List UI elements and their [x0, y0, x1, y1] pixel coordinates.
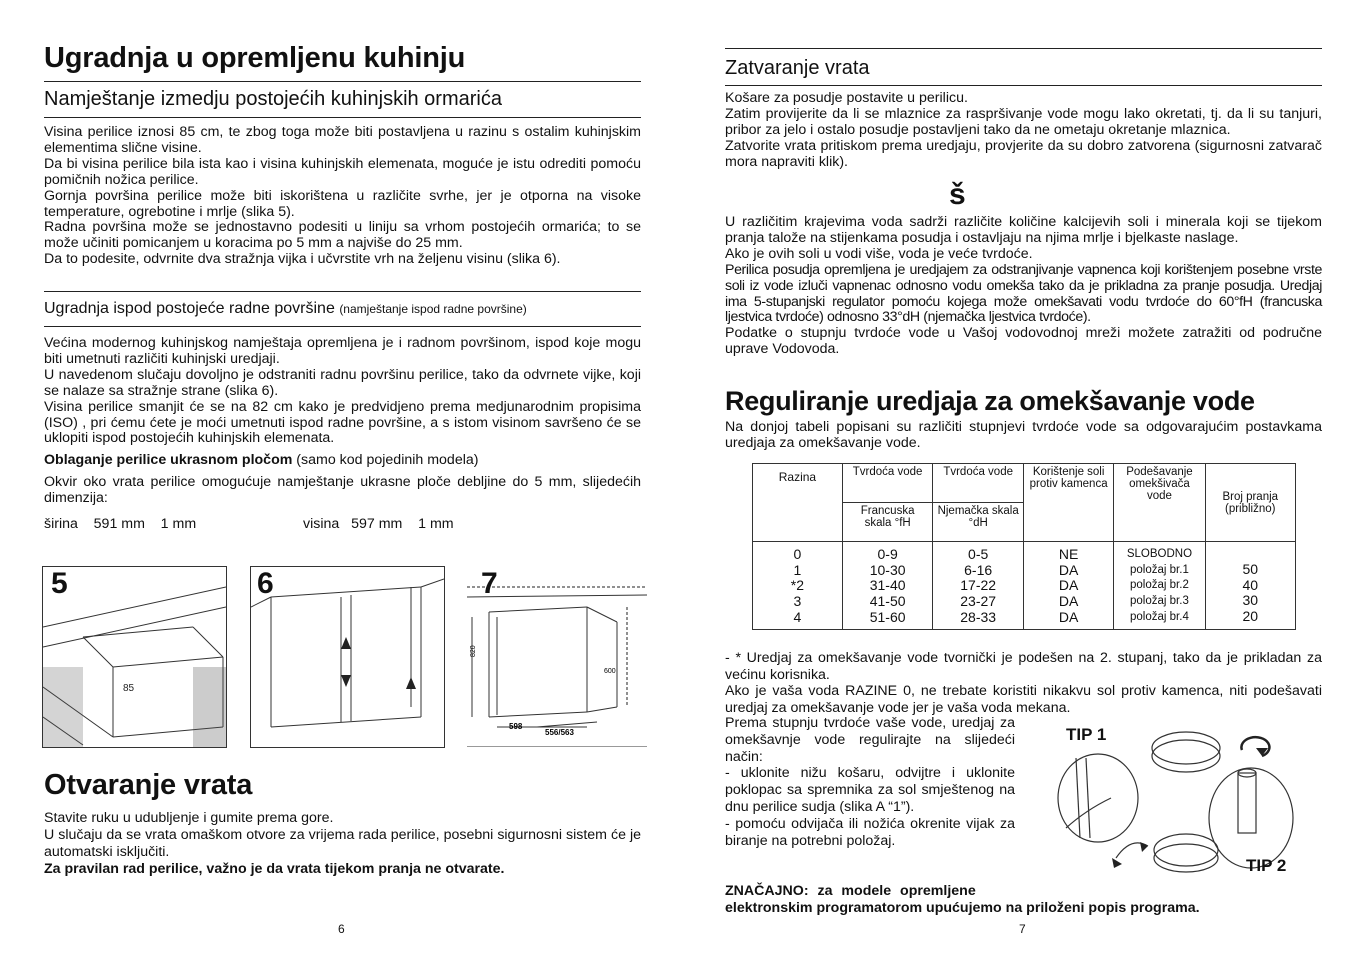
warning-text: Za pravilan rad perilice, važno je da vrata tijekom pranja ne otvarate. — [44, 861, 505, 877]
cell-value: 28-33 — [960, 608, 997, 625]
cell-value: 30 — [1242, 592, 1259, 609]
page-number: 7 — [1019, 922, 1026, 936]
cell-value: položaj br.3 — [1130, 595, 1189, 608]
cell-value: 1 — [793, 561, 802, 578]
regulation-intro: Na donjoj tabeli popisani su različiti stupnjevi tvrdoće vode sa odgovarajućim postavkama uredjaja za omekšavanje vode. — [725, 419, 1322, 451]
important-text: elektronskim programatorom upućujemo na priloženi popis programa. — [725, 900, 1200, 916]
table-header: Korištenje soli protiv kamenca — [1023, 464, 1113, 542]
paragraph: Da to podesite, odvrnite dva stražnja vijka i učvrstite vrh na željenu visinu (slika 6). — [44, 251, 561, 268]
section-heading: Ugradnja ispod postojeće radne površine — [44, 300, 335, 317]
paragraph: Ako je vaša voda RAZINE 0, ne trebate koristiti nikakvu sol protiv kamenca, niti podešavati uredjaj za omekšavanje vode jer je vaša voda mekana. — [725, 683, 1322, 716]
cell-value: 40 — [1242, 576, 1259, 593]
minerals-text — [725, 215, 1322, 358]
cell-value: položaj br.4 — [1130, 610, 1189, 623]
paragraph: Podatke o stupnju tvrdoće vode u Vašoj vodovodnoj mreži možete zatražiti od područne uprave Vodovoda. — [725, 325, 1322, 358]
paragraph: - pomoću odvijača ili nožića okrenite vijak za biranje na potrebni položaj. — [725, 815, 1015, 849]
hardness-table — [752, 463, 1296, 630]
figure-number: 7 — [481, 567, 498, 600]
tip-2-label: TIP 2 — [1246, 856, 1287, 875]
paragraph: - uklonite nižu košaru, odvijtre i uklonite poklopac sa spremnika za sol smještenog na dnu perilice sudja (slika A “1”). — [725, 765, 1015, 815]
paragraph: U slučaju da se vrata omaškom otvore za vrijema rada perilice, posebni sigurnosni sistem će je automatski isključiti. — [44, 827, 641, 860]
figure-7 — [466, 566, 648, 748]
cell-value: 51-60 — [869, 608, 906, 625]
figure-label: 600 — [604, 668, 616, 675]
cell-value: 0-5 — [968, 546, 989, 562]
cell-value: 6-16 — [964, 561, 993, 578]
figure-5 — [42, 566, 227, 748]
panel-rest: (samo kod pojedinih modela) — [292, 452, 479, 469]
paragraph: Visina perilice iznosi 85 cm, te zbog toga može biti postavljena u razinu s ostalim kuhinjskim elementima slične visine. — [44, 124, 641, 156]
table-row — [753, 542, 1296, 630]
figure-label: 85 — [123, 683, 135, 694]
steps-text — [725, 715, 1015, 849]
paragraph: Zatvorite vrata pritiskom prema uredjaju, provjerite da su dobro zatvorena (sigurnosni zatvarač mora napraviti klik). — [725, 137, 1322, 170]
panel-bold: Oblaganje perilice ukrasnom pločom — [44, 452, 293, 469]
figure-number: 5 — [51, 567, 68, 600]
divider — [44, 326, 641, 327]
table-header: Razina — [753, 464, 843, 542]
table-header-row — [753, 464, 1296, 503]
table-cell-podes — [1114, 542, 1205, 630]
paragraph: - * Uredjaj za omekšavanje vode tvornički je podešen na 2. stupanj, tako da je prikladan za većinu korisnika. — [725, 650, 1322, 683]
table-cell-razina — [753, 542, 843, 630]
divider — [725, 85, 1322, 86]
figure-number: 6 — [257, 567, 274, 600]
paragraph: Košare za posudje postavite u perilicu. — [725, 90, 968, 106]
divider — [44, 117, 641, 118]
paragraph: Perilica posudja opremljena je uredjajem za odstranjivanje vapnenca koji korištenjem posebne vrste soli iz vode izluči vapnenac odnosno vodu omekša tako da je prikladna za pranje posudja. Uredjaj ima 5-stupanjski regulator pomoću kojega može omekšavati vodu tvrdoće do 60°fH (francuska ljestvica tvrdoće) odnosno 33°dH (njemačka ljestvica tvrdoće). — [725, 261, 1322, 326]
panel-heading — [44, 453, 641, 469]
cell-value: 41-50 — [869, 593, 906, 610]
cell-value: DA — [1058, 608, 1079, 625]
section-heading: Zatvaranje vrata — [725, 57, 870, 79]
panel-text: Okvir oko vrata perilice omogućuje namještanje ukrasne ploče debljine do 5 mm, slijedećih dimenzija: — [44, 474, 641, 507]
table-header: Tvrdoća vode — [933, 464, 1023, 503]
paragraph: Stavite ruku u udubljenje i gumite prema gore. — [44, 810, 334, 826]
dim-height: visina 597 mm 1 mm — [303, 516, 454, 532]
table-cell-sol — [1023, 542, 1113, 630]
cell-value: SLOBODNO — [1126, 548, 1193, 560]
paragraph: Da bi visina perilice bila ista kao i visina kuhinjskih elemenata, moguće je istu odrediti pomoću pomičnih nožica perilice. — [44, 155, 641, 188]
cell-value: 3 — [793, 593, 802, 610]
page-title: Ugradnja u opremljenu kuhinju — [44, 42, 466, 74]
cell-value: 23-27 — [960, 593, 997, 610]
paragraph: Ako je ovih soli u vodi više, voda je veće tvrdoće. — [725, 245, 1033, 262]
closing-text — [725, 91, 1322, 171]
cell-value: 10-30 — [869, 561, 906, 578]
cell-value: 31-40 — [869, 577, 906, 594]
paragraph: Gornja površina perilice može biti iskorištena u različite svrhe, jer je otporna na visoke temperature, ogrebotine i mrlje (slika 5). — [44, 187, 641, 220]
table-header: Broj pranja (približno) — [1205, 464, 1295, 542]
divider — [44, 81, 641, 82]
section-glyph: š — [949, 178, 966, 211]
table-header: Francuska skala °fH — [842, 503, 933, 542]
cell-value: položaj br.1 — [1130, 563, 1189, 576]
cell-value: 17-22 — [960, 577, 997, 594]
table-header: Tvrdoća vode — [842, 464, 933, 503]
section-heading: Namještanje izmedju postojećih kuhinjskih ormarića — [44, 88, 502, 110]
figure-5-drawing — [43, 567, 226, 747]
page-number: 6 — [338, 922, 345, 936]
cell-value: 4 — [793, 608, 802, 625]
figure-label: 598 — [509, 722, 523, 731]
door-open-text — [44, 810, 641, 878]
section-title: Otvaranje vrata — [44, 769, 253, 801]
dim-width: širina 591 mm 1 mm — [44, 516, 197, 532]
figure-label: 556/563 — [545, 728, 574, 737]
paragraph: U različitim krajevima voda sadrži različite količine kalcijevih soli i minerala koji se tijekom pranja taložе na stijenkama posudja i ostavljaju na njima mrlje i bjelkaste naslage. — [725, 214, 1322, 246]
table-header: Njemačka skala °dH — [933, 503, 1023, 542]
paragraph: Radna površina može se jednostavno podesiti u liniju sa vrhom postojećih ormarića; to se može učiniti pomicanjem u koracima po 5 mm a najviše do 25 mm. — [44, 219, 641, 252]
section2-heading — [44, 300, 527, 318]
figure-6 — [250, 566, 445, 748]
cell-value: 20 — [1242, 608, 1259, 625]
section1-text — [44, 125, 641, 268]
paragraph: Zatim provijerite da li se mlaznice za raspršivanje vode mogu lako okretati, tj. da li su tanjuri, pribor za jelo i ostalo posudje postavljeni tako da ne ometaju okretanje mlaznica. — [725, 105, 1322, 138]
cell-value: *2 — [790, 577, 805, 594]
cell-value: DA — [1058, 561, 1079, 578]
notes-text — [725, 650, 1322, 716]
cell-value: DA — [1058, 577, 1079, 594]
table-cell-dh — [933, 542, 1023, 630]
table-cell-broj — [1205, 542, 1295, 630]
cell-value: 0 — [793, 546, 802, 562]
divider — [725, 48, 1322, 49]
important-heading: ZNAČAJNO: za modele opremljene — [725, 883, 976, 899]
tip-1-label: TIP 1 — [1066, 725, 1107, 744]
cell-value: 50 — [1242, 561, 1259, 577]
heading-note: (namještanje ispod radne površine) — [339, 302, 527, 316]
section2-text — [44, 336, 641, 507]
paragraph: U navedenom slučaju dovoljno je odstraniti radnu površinu perilice, tako da odvrnete vijke, koji se nalaze sa stražnje strane (slika 6). — [44, 366, 641, 399]
figure-6-drawing — [251, 567, 444, 747]
cell-value: DA — [1058, 593, 1079, 610]
paragraph: Prema stupnju tvrdoće vaše vode, uredjaj za omekšavnje vode regulirajte na slijedeći način: — [725, 715, 1015, 765]
right-page — [676, 0, 1351, 954]
paragraph: Visina perilice smanjit će se na 82 cm kako je predvidjeno prema medjunarodnim propisima (ISO) , pri ćemu ćete je moći umetnuti ispod radne površine, a s istom visinom savršeno će se uklopiti ispod postojećih kuhinjskih elemenata. — [44, 398, 641, 447]
figure-label: 820 — [470, 645, 477, 657]
paragraph: Većina modernog kuhinjskog namještaja opremljena je i radnom površinom, ispod koje mogu biti umetnuti različiti kuhinjski uredjaji. — [44, 335, 641, 367]
table-cell-fh — [842, 542, 933, 630]
cell-value: 0-9 — [877, 546, 898, 562]
cell-value: NE — [1058, 546, 1079, 562]
cell-value: položaj br.2 — [1130, 579, 1189, 592]
divider — [44, 291, 641, 292]
softener-illustration — [1056, 718, 1326, 886]
table-header: Podešavanje omekšivača vode — [1114, 464, 1205, 542]
section-title: Reguliranje uredjaja za omekšavanje vode — [725, 386, 1255, 416]
